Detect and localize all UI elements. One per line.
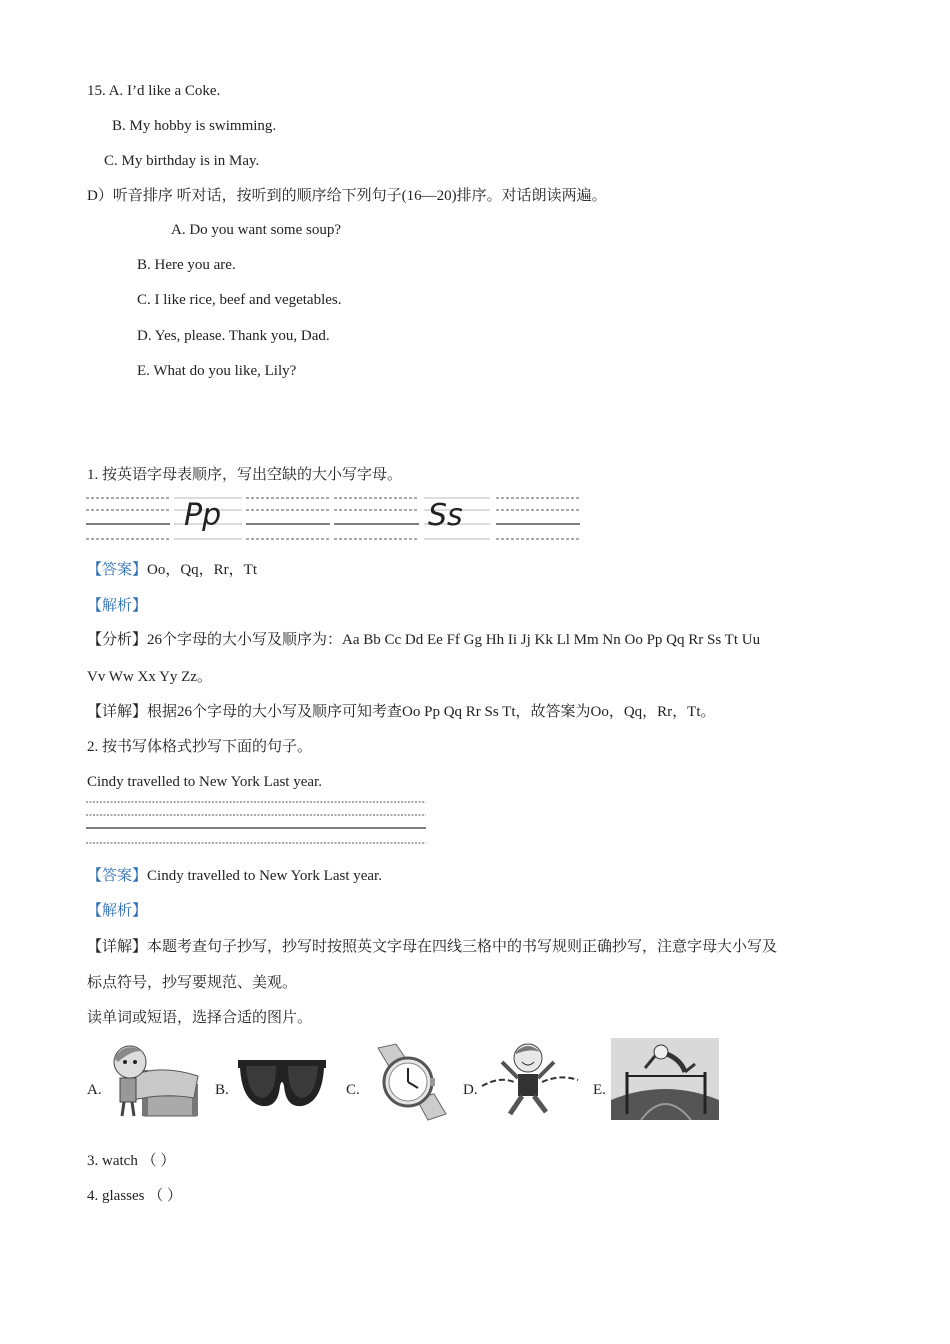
part-d-item: A. Do you want some soup? [171,222,341,238]
part-d-item: C. I like rice, beef and vegetables. [137,292,342,308]
q3-question: 3. watch （ ） [87,1153,176,1169]
detail-text: 本题考查句子抄写，抄写时按照英文字母在四线三格中的书写规则正确抄写，注意字母大小写及 [147,939,778,955]
high-jump-icon [611,1038,719,1120]
q2-detail [87,937,777,957]
sentence-four-line-grid [86,797,428,849]
q1-detail [87,702,716,722]
sunglasses-icon [234,1050,330,1120]
bed-boy-icon [104,1040,200,1120]
part-d-heading: D）听音排序 听对话，按听到的顺序给下列句子(16—20)排序。对话朗读两遍。 [87,188,607,204]
picture-label-d: D. [463,1082,478,1098]
detail-tag: 【详解】 [87,704,148,720]
analysis-tag: 【解析】 [87,903,148,919]
pictures-instruction: 读单词或短语，选择合适的图片。 [87,1010,313,1026]
given-letter-pp: Pp [184,498,222,533]
q15-option-c: C. My birthday is in May. [104,153,260,169]
fenxi-text: 26个字母的大小写及顺序为：Aa Bb Cc Dd Ee Ff Gg Hh Ii Jj Kk Ll Mm Nn Oo Pp Qq Rr Ss Tt Uu [147,632,761,648]
q1-fenxi [87,630,760,650]
part-d-item: E. What do you like, Lily? [137,363,297,379]
q1-question: 1. 按英语字母表顺序，写出空缺的大小写字母。 [87,467,403,483]
detail-tag: 【详解】 [87,939,148,955]
part-d-item: B. Here you are. [137,257,236,273]
q15-option-b: B. My hobby is swimming. [112,118,277,134]
given-letter-ss: Ss [428,498,463,533]
answer-text: Oo，Qq，Rr，Tt [147,562,258,578]
fenxi-text-cont: Vv Ww Xx Yy Zz。 [87,669,212,685]
answer-tag: 【答案】 [87,562,148,578]
detail-text: 根据26个字母的大小写及顺序可知考查Oo Pp Qq Rr Ss Tt，故答案为Oo，Qq，Rr，Tt。 [147,704,716,720]
picture-label-b: B. [215,1082,229,1098]
fenxi-tag: 【分析】 [87,632,148,648]
q1-answer [87,560,257,580]
part-d-item: D. Yes, please. Thank you, Dad. [137,328,330,344]
q2-question: 2. 按书写体格式抄写下面的句子。 [87,739,313,755]
analysis-tag: 【解析】 [87,598,148,614]
q2-answer [87,866,382,886]
answer-text: Cindy travelled to New York Last year. [147,868,382,884]
picture-label-e: E. [593,1082,606,1098]
q15-option-a: 15. A. I’d like a Coke. [87,83,221,99]
detail-text-cont: 标点符号，抄写要规范、美观。 [87,975,298,991]
answer-tag: 【答案】 [87,868,148,884]
alphabet-four-line-grid [86,494,582,544]
q4-question: 4. glasses （ ） [87,1188,182,1204]
picture-label-c: C. [346,1082,360,1098]
running-boy-icon [480,1040,580,1122]
picture-label-a: A. [87,1082,102,1098]
watch-icon [366,1042,450,1122]
q2-sentence: Cindy travelled to New York Last year. [87,774,322,790]
